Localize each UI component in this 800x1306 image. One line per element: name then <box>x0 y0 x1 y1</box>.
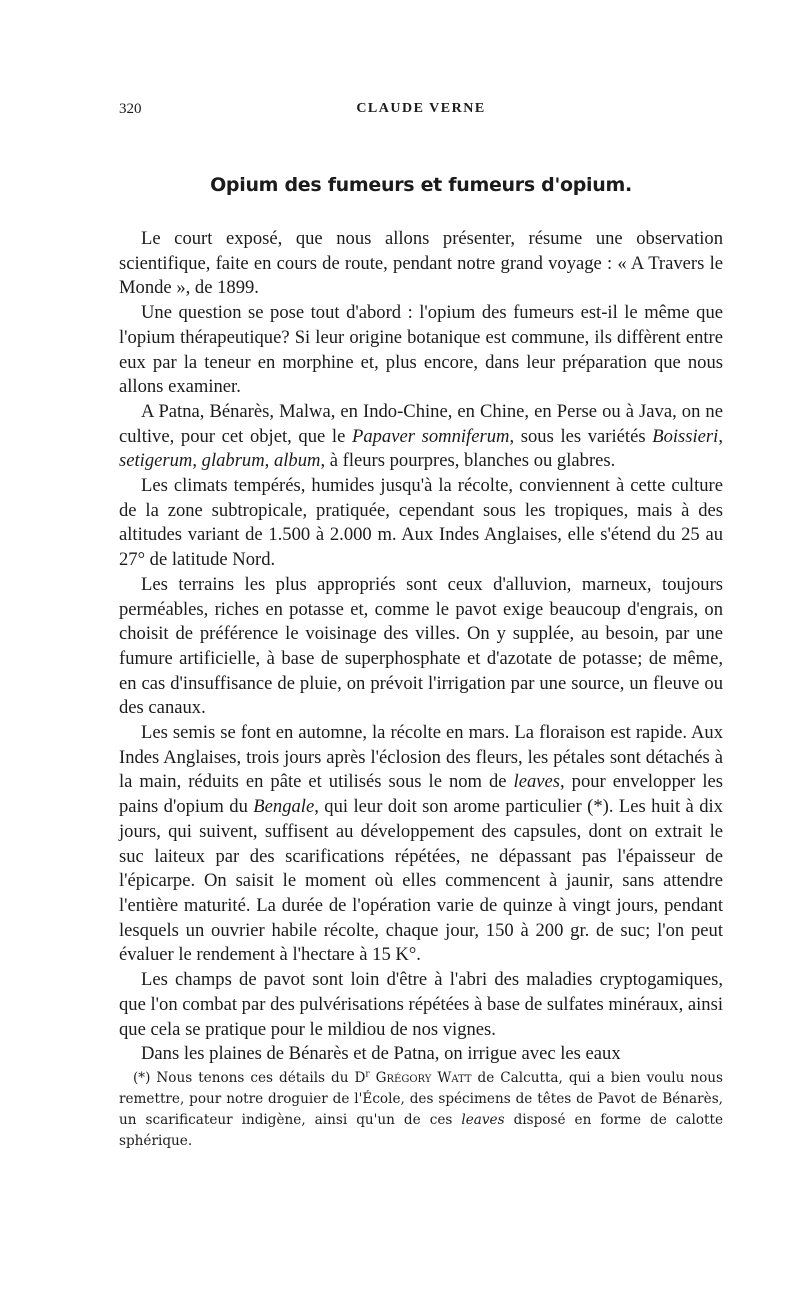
paragraph-1: Le court exposé, que nous allons présenter, résume une observation scientifique, faite en cours de route, pendant notre grand voyage : « A Travers le Monde », de 1899. <box>119 228 723 299</box>
paragraph-8: Dans les plaines de Bénarès et de Patna, on irrigue avec les eaux <box>141 1043 621 1065</box>
paragraph-5: Les terrains les plus appropriés sont ceux d'alluvion, marneux, toujours perméables, riches en potasse et, comme le pavot exige beaucoup d'engrais, on choisit de préférence le voisinage des villes. On y supplée, au besoin, par une fumure artificielle, à base de superphosphate et d'azotate de potasse; de même, en cas d'insuffisance de pluie, on prévoit l'irrigation par une source, un fleuve ou des canaux. <box>119 573 723 719</box>
article-title: Opium des fumeurs et fumeurs d'opium. <box>210 174 632 196</box>
paragraph-6: Les semis se font en automne, la récolte en mars. La floraison est rapide. Aux Indes Anglaises, trois jours après l'éclosion des fleurs, les pétales sont détachés à la main, réduits en pâte et utilisés sous le nom de leaves, pour envelopper les pains d'opium du Bengale, qui leur doit son arome particulier (*). Les huit à dix jours, qui suivent, suffisent au développement des capsules, dont on extrait le suc laiteux par des scarifications répétées, ne dépassant pas l'épaisseur de l'épicarpe. On saisit le moment où elles commencent à jaunir, sans attendre l'entière maturité. La durée de l'opération varie de quinze à vingt jours, pendant lesquels un ouvrier habile récolte, chaque jour, 150 à 200 gr. de suc; l'on peut évaluer le rendement à l'hectare à 15 K°. <box>119 722 723 966</box>
paragraph-2: Une question se pose tout d'abord : l'opium des fumeurs est-il le même que l'opium thérapeutique? Si leur origine botanique est commune, ils diffèrent entre eux par la teneur en morphine et, plus encore, dans leur préparation que nous allons examiner. <box>119 302 723 398</box>
footnote-name: Grégory Watt <box>375 1070 472 1086</box>
paragraph-3: A Patna, Bénarès, Malwa, en Indo-Chine, en Chine, en Perse ou à Java, on ne cultive, pour cet objet, que le Papaver somniferum, sous les variétés Boissieri, setigerum, glabrum, album, à fleurs pourpres, blanches ou glabres. <box>119 400 723 472</box>
latin-name: Papaver somniferum <box>351 425 510 447</box>
paragraph-7: Les champs de pavot sont loin d'être à l'abri des maladies cryptogamiques, que l'on combat par des pulvérisations répétées à base de sulfates minéraux, ainsi que cela se pratique pour le mildiou de nos vignes. <box>119 969 723 1040</box>
footnote: (*) Nous tenons ces détails du $D^r$ Grégory Watt de Calcutta, qui a bien voulu nous remettre, pour notre droguier de l'École, des spécimens de têtes de Pavot de Bénarès, un scarificateur indigène, ainsi qu'un de ces leaves disposé en forme de calotte sphérique. <box>119 1069 724 1149</box>
page-header <box>119 101 723 125</box>
running-head: CLAUDE VERNE <box>356 101 486 116</box>
paragraph-4: Les climats tempérés, humides jusqu'à la récolte, conviennent à cette culture de la zone subtropicale, pratiquée, cependant sous les tropiques, mais à des altitudes variant de 1.500 à 2.000 m. Aux Indes Anglaises, elle s'étend du 25 au 27° de latitude Nord. <box>119 475 723 571</box>
page-number: 320 <box>119 101 142 117</box>
article-body <box>119 227 723 1067</box>
